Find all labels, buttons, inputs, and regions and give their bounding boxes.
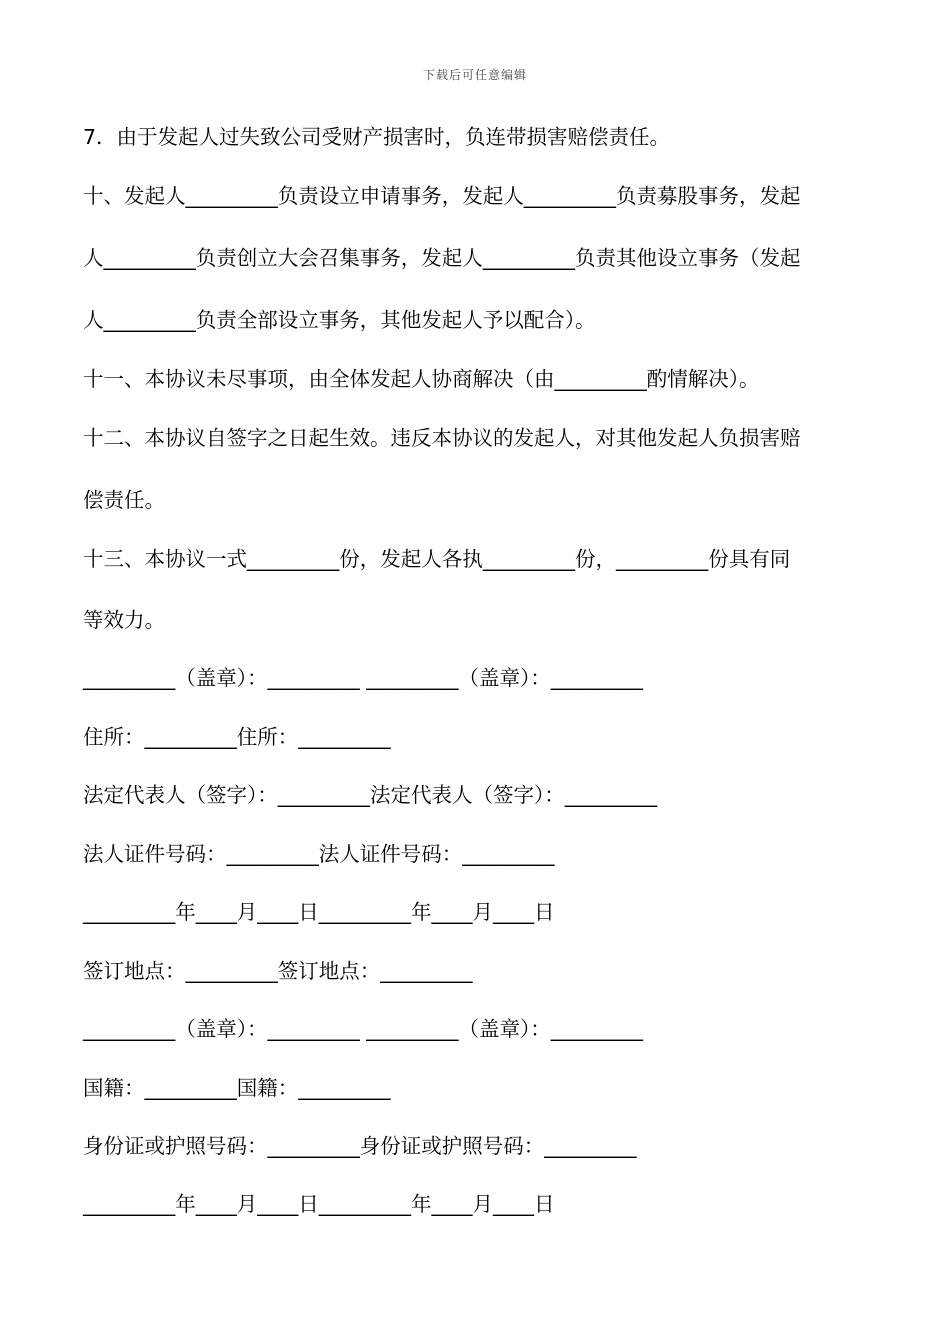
clause-10-line-3: 人_________负责全部设立事务，其他发起人予以配合）。 <box>83 308 596 332</box>
nationality-line: 国籍：_________国籍：_________ <box>83 1076 391 1100</box>
date-line-2: _________年____月____日_________年____月____日 <box>83 1192 555 1216</box>
legal-id-line: 法人证件号码：_________法人证件号码：_________ <box>83 842 555 866</box>
date-line-1: _________年____月____日_________年____月____日 <box>83 900 555 924</box>
clause-10-line-1: 十、发起人_________负责设立申请事务，发起人_________负责募股事务，发起 <box>83 184 801 208</box>
signing-place-line: 签订地点：_________签订地点：_________ <box>83 959 473 983</box>
clause-12-line-2: 偿责任。 <box>83 488 165 512</box>
clause-10-line-2: 人_________负责创立大会召集事务，发起人_________负责其他设立事务（发起 <box>83 246 801 270</box>
clause-13-line-2: 等效力。 <box>83 608 165 632</box>
clause-12-line-1: 十二、本协议自签字之日起生效。违反本协议的发起人，对其他发起人负损害赔 <box>83 426 801 450</box>
clause-13-line-1: 十三、本协议一式_________份，发起人各执_________份，_________份具有同 <box>83 547 791 571</box>
seal-line-2: _________（盖章）：_________ _________（盖章）：_________ <box>83 1017 644 1041</box>
address-line: 住所：_________住所：_________ <box>83 725 391 749</box>
page-header-note: 下载后可任意编辑 <box>422 68 527 82</box>
seal-line-1: _________（盖章）：_________ _________（盖章）：_________ <box>83 666 644 690</box>
id-passport-line: 身份证或护照号码：_________身份证或护照号码：_________ <box>83 1134 637 1158</box>
clause-7-line: 7．由于发起人过失致公司受财产损害时，负连带损害赔偿责任。 <box>83 125 671 149</box>
legal-rep-line: 法定代表人（签字）：_________法定代表人（签字）：_________ <box>83 783 657 807</box>
clause-11-line: 十一、本协议未尽事项，由全体发起人协商解决（由_________酌情解决）。 <box>83 367 760 391</box>
